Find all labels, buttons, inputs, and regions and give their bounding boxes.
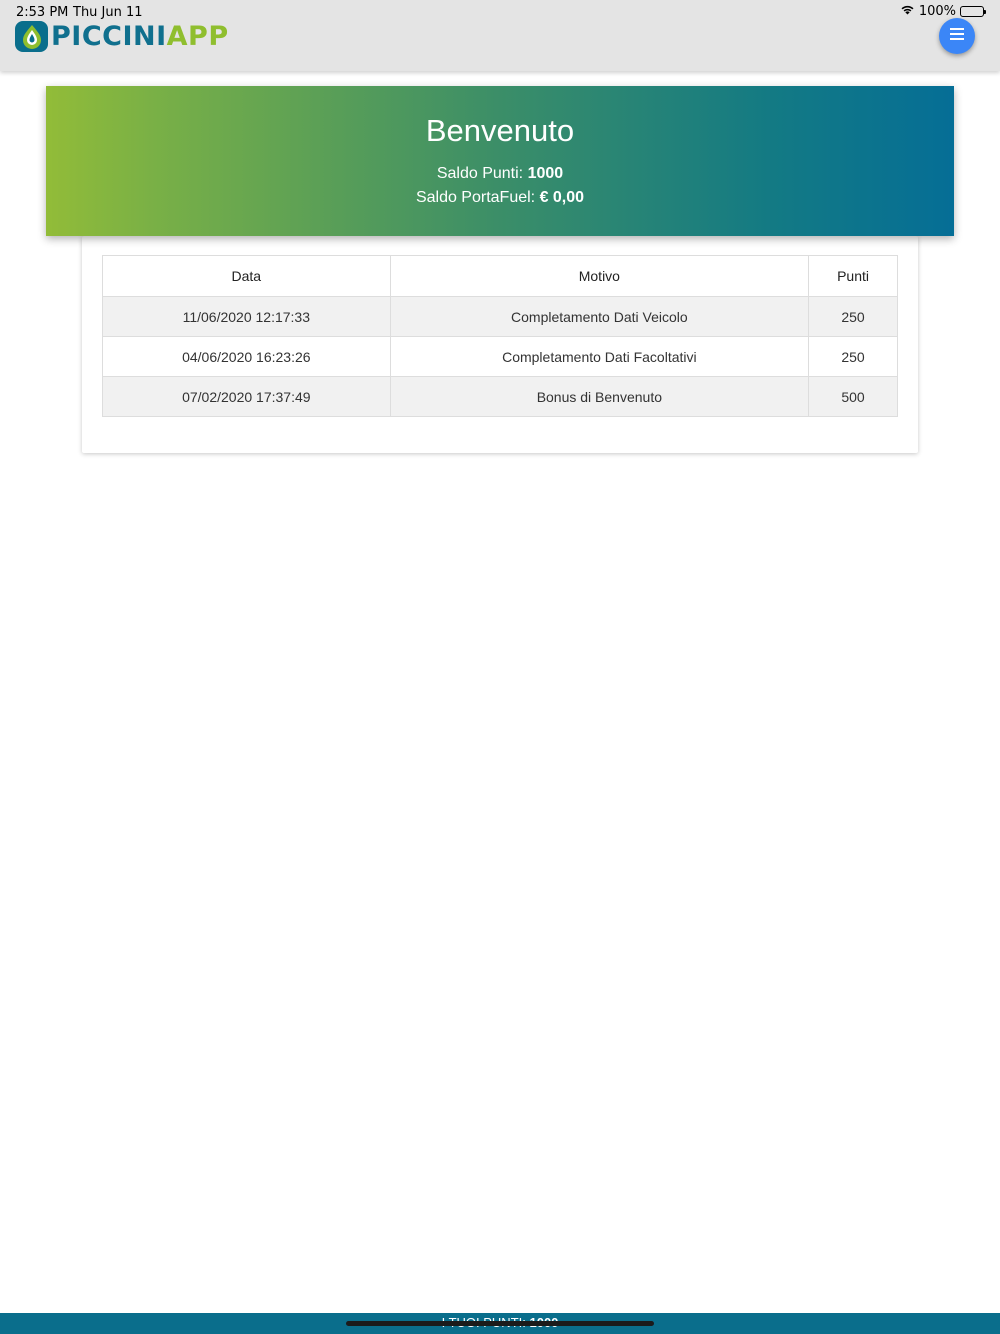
cell-data: 11/06/2020 12:17:33 [103,297,391,337]
table-row [103,337,898,377]
logo-text-piccini: PICCINI [51,20,167,52]
fuel-balance-label: Saldo PortaFuel: [415,189,540,206]
fuel-balance-value: € 0,00 [539,189,585,206]
points-history-table [102,255,898,417]
app-logo[interactable] [15,21,229,52]
cell-data: 07/02/2020 17:37:49 [103,377,391,417]
status-time: 2:53 PM [16,5,69,20]
column-header-punti: Punti [809,256,898,297]
drop-logo-icon [15,21,48,52]
table-row [103,297,898,337]
column-header-data: Data [103,256,391,297]
status-date: Thu Jun 11 [73,5,143,20]
menu-button[interactable] [939,18,975,54]
points-history-card [82,236,918,453]
battery-icon [960,6,984,17]
table-header-row [103,256,898,297]
cell-punti: 250 [809,297,898,337]
menu-lines-icon [950,27,964,45]
status-right [900,4,984,19]
app-header [0,0,1000,71]
cell-punti: 500 [809,377,898,417]
cell-punti: 250 [809,337,898,377]
cell-motivo: Completamento Dati Veicolo [390,297,808,337]
cell-motivo: Bonus di Benvenuto [390,377,808,417]
wifi-icon [900,4,915,19]
logo-text-app: APP [166,20,229,52]
points-balance [46,162,954,186]
cell-data: 04/06/2020 16:23:26 [103,337,391,377]
cell-motivo: Completamento Dati Facoltativi [390,337,808,377]
points-balance-label: Saldo Punti: [436,165,528,182]
battery-percent: 100% [918,4,956,19]
column-header-motivo: Motivo [390,256,808,297]
logo-text [51,22,229,52]
fuel-balance [46,186,954,210]
status-bar [0,0,1000,22]
points-balance-value: 1000 [527,165,564,182]
welcome-banner [46,86,954,236]
home-indicator[interactable] [346,1321,654,1326]
welcome-title: Benvenuto [425,113,575,148]
table-row [103,377,898,417]
